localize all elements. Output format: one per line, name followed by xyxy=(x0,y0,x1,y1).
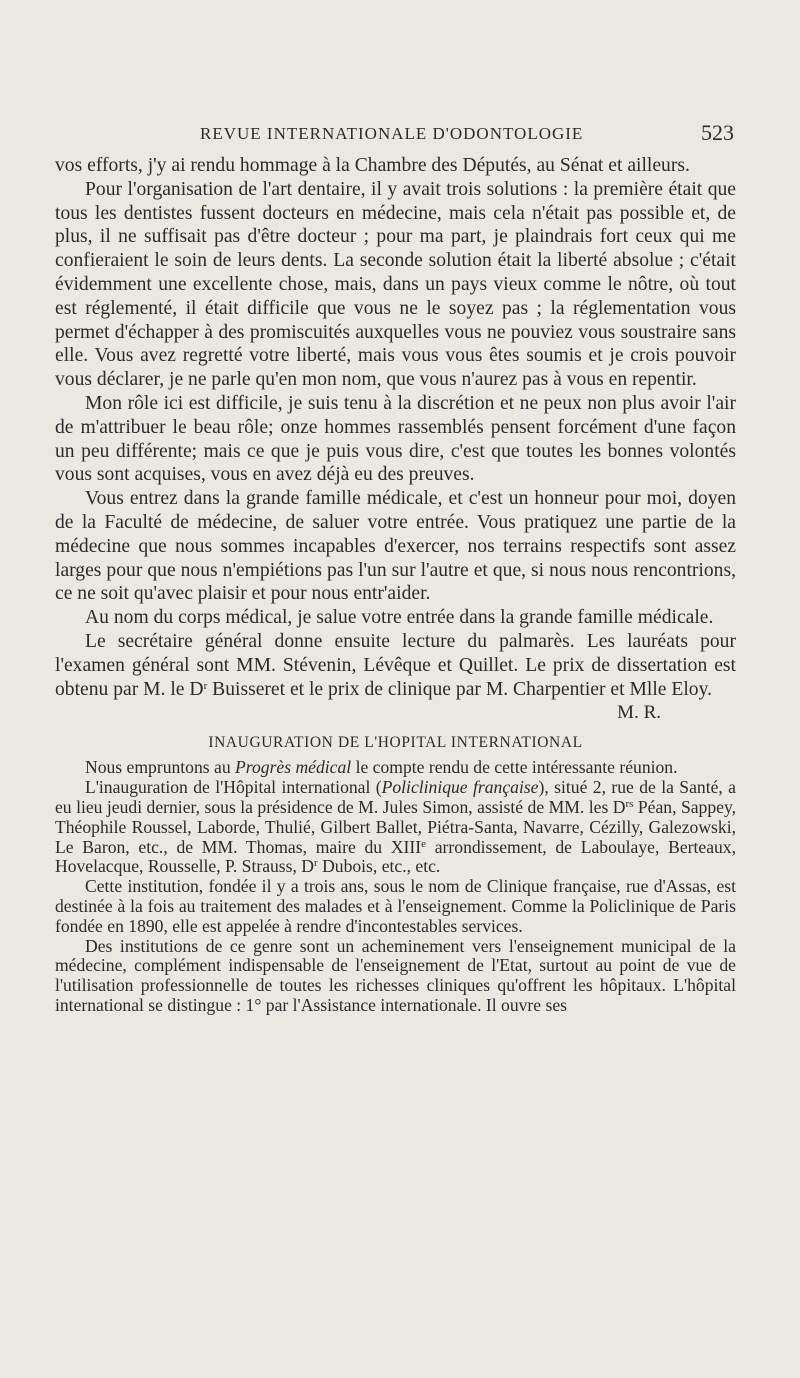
paragraph: Pour l'organisation de l'art dentaire, il y avait trois solutions : la première était que tous les dentistes fussent docteurs en médecine, mais cela n'était pas possible et, de plus, il ne suffisait pas d'être docteur ; pour ma part, je plaindrais fort ceux qui me confieraient le soin de leurs dents. La seconde solution était la liberté absolue ; c'était évidemment une excellente chose, mais, dans un pays vieux comme le nôtre, où tout est réglementé, il était difficile que vous ne le soyez pas ; la réglementation vous permet d'échapper à des promiscuités auxquelles vous ne pouviez vous soustraire sans elle. Vous avez regretté votre liberté, mais vous vous êtes soumis et je crois pouvoir vous déclarer, je ne parle qu'en mon nom, que vous n'aurez pas à vous en repentir. xyxy=(55,178,736,391)
signature: M. R. xyxy=(617,702,661,724)
superscript: rs xyxy=(625,797,634,810)
section-title: INAUGURATION DE L'HOPITAL INTERNATIONAL xyxy=(208,734,583,752)
italic-title: Policlinique française xyxy=(381,777,539,798)
paragraph: vos efforts, j'y ai rendu hommage à la Chambre des Députés, au Sénat et ailleurs. xyxy=(55,155,690,176)
paragraph xyxy=(55,778,736,877)
text-run: Le secrétaire général donne ensuite lecture du palmarès. Les lauréats pour l'examen général sont MM. Stévenin, Lévêque et Quillet. Le prix de dissertation est obtenu par M. le D xyxy=(55,630,736,700)
page-header xyxy=(140,120,734,152)
paragraph xyxy=(55,630,736,701)
paragraph: Des institutions de ce genre sont un acheminement vers l'enseignement municipal de la médecine, complément indispensable de l'enseignement de l'Etat, surtout au point de vue de l'utilisation professionnelle de toutes les richesses cliniques qu'offrent les hôpitaux. L'hôpital international se distingue : 1° par l'Assistance internationale. Il ouvre ses xyxy=(55,935,736,1015)
superscript: r xyxy=(203,679,208,692)
running-title: REVUE INTERNATIONALE D'ODONTOLOGIE xyxy=(200,124,584,143)
text-run: Buisseret et le prix de clinique par M. Charpentier et Mlle Eloy. xyxy=(207,678,712,700)
text-run: ), situé 2, rue de la Santé, a eu lieu jeudi dernier, sous la présidence de M. Jules Simon, assisté de MM. les D xyxy=(55,777,736,817)
paragraph xyxy=(55,758,736,778)
text-run: L'inauguration de l'Hôpital international ( xyxy=(85,777,382,798)
superscript: r xyxy=(314,857,318,870)
superscript: e xyxy=(421,837,427,850)
paragraph: Au nom du corps médical, je salue votre entrée dans la grande famille médicale. xyxy=(85,607,714,629)
text-run: le compte rendu de cette intéressante réunion. xyxy=(351,757,678,778)
italic-title: Progrès médical xyxy=(235,757,352,778)
text-run: Dubois, etc., etc. xyxy=(317,856,441,877)
text-run: arrondissement, de Laboulaye, Berteaux, Hovelacque, Rousselle, P. Strauss, D xyxy=(55,836,736,877)
page-body xyxy=(55,154,736,1016)
text-run: Nous empruntons au xyxy=(85,757,236,778)
paragraph: Mon rôle ici est difficile, je suis tenu à la discrétion et ne peux non plus avoir l'air de m'attribuer le beau rôle; onze hommes rassemblés pensent forcément d'une façon un peu différente; mais ce que je puis vous dire, c'est que toutes les bonnes volontés vous sont acquises, vous en avez déjà eu des preuves. xyxy=(55,392,736,486)
page-number: 523 xyxy=(701,120,734,145)
text-run: Péan, Sappey, Théophile Roussel, Laborde, Thulié, Gilbert Ballet, Piétra-Santa, Navarre, Cézilly, Galezowski, Le Baron, etc., de MM. Thomas, maire du XIII xyxy=(55,796,736,857)
paragraph: Vous entrez dans la grande famille médicale, et c'est un honneur pour moi, doyen de la Faculté de médecine, de saluer votre entrée. Vous pratiquez une partie de la médecine que nous sommes incapables d'exercer, nos terrains respectifs sont assez larges pour que nous n'empiétions pas l'un sur l'autre et que, si nous nous rencontrions, ce ne soit qu'avec plaisir et pour nous entr'aider. xyxy=(55,488,736,605)
paragraph: Cette institution, fondée il y a trois ans, sous le nom de Clinique française, rue d'Assas, est destinée à la fois au traitement des malades et à l'enseignement. Comme la Policlinique de Paris fondée en 1890, elle est appelée à rendre d'incontestables services. xyxy=(55,876,736,936)
